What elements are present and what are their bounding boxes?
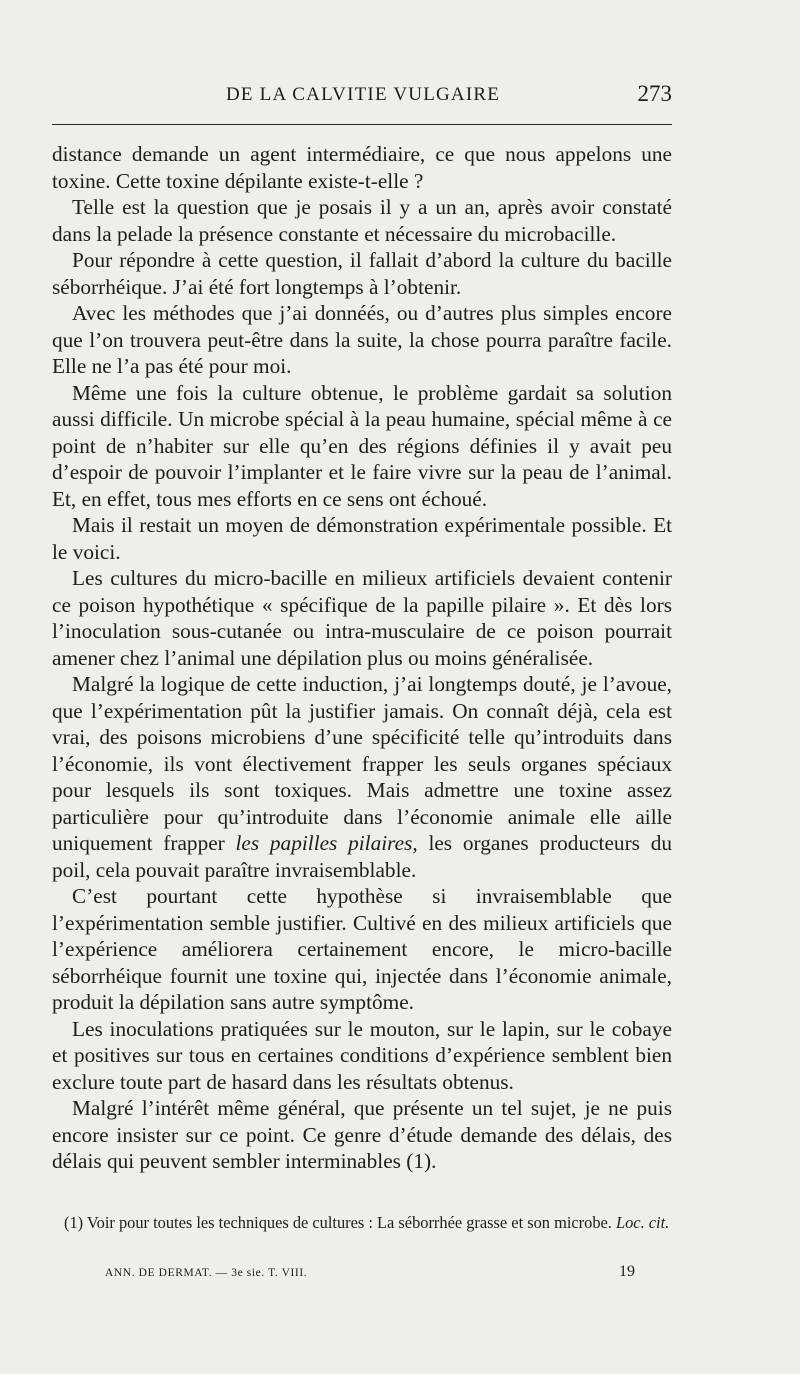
header-rule (52, 124, 672, 125)
sheet-number: 19 (619, 1263, 635, 1280)
paragraph (52, 300, 672, 380)
footnote-citation: Loc. cit. (615, 1213, 670, 1232)
running-title: DE LA CALVITIE VULGAIRE (226, 84, 501, 105)
paragraph-text: Telle est la question que je posais il y a un an, après avoir constaté dans la pelade la présence constante et nécessaire du microbacille. (52, 195, 672, 246)
paragraph (52, 247, 672, 300)
paragraph (52, 1016, 672, 1096)
paragraph-text: , les organes producteurs du poil, cela pouvait paraître invraisemblable. (52, 831, 672, 882)
paragraph (52, 194, 672, 247)
paragraph (52, 883, 672, 1016)
paragraph-text: Les inoculations pratiquées sur le mouton, sur le lapin, sur le cobaye et positives sur tous en certaines conditions d’expérience semblent bien exclure toute part de hasard dans les résultats obtenus. (52, 1016, 672, 1094)
paragraph-text: Mais il restait un moyen de démonstration expérimentale possible. Et le voici. (52, 513, 672, 564)
paragraph (52, 671, 672, 883)
footnote-text: Voir pour toutes les techniques de cultures : La séborrhée grasse et son microbe. (83, 1213, 616, 1232)
footnote-marker: (1) (64, 1213, 84, 1232)
italic-term: les papilles pilaires (235, 831, 413, 855)
paragraph-text: Les cultures du micro-bacille en milieux artificiels devaient contenir ce poison hypothétique « spécifique de la papille pilaire ». Et dès lors l’inoculation sous-cutanée ou intra-musculaire de ce poison pourrait amener chez l’animal une dépilation plus ou moins généralisée. (52, 566, 672, 670)
running-head (52, 81, 672, 114)
paragraph (52, 380, 672, 513)
paragraph (52, 512, 672, 565)
page-footer (52, 1265, 672, 1285)
page-number: 273 (637, 81, 672, 106)
footnote (52, 1212, 672, 1233)
paragraph (52, 565, 672, 671)
paragraph-text: Avec les méthodes que j’ai donnéés, ou d’autres plus simples encore que l’on trouvera peut-être dans la suite, la chose pourra paraître facile. Elle ne l’a pas été pour moi. (52, 301, 672, 378)
paragraph-text: distance demande un agent intermédiaire, ce que nous appelons une toxine. Cette toxine dépilante existe-t-elle ? (52, 142, 672, 193)
paragraph-text: Malgré l’intérêt même général, que présente un tel sujet, je ne puis encore insister sur ce point. Ce genre d’étude demande des délais, des délais qui peuvent sembler interminables (1). (52, 1096, 672, 1173)
paragraph-text: Pour répondre à cette question, il fallait d’abord la culture du bacille séborrhéique. J’ai été fort longtemps à l’obtenir. (52, 248, 672, 299)
paragraph-text: C’est pourtant cette hypothèse si invraisemblable que l’expérimentation semble justifier. Cultivé en des milieux artificiels que l’expérience améliorera certainement encore, le micro-bacille séborrhéique fournit une toxine qui, injectée dans l’économie animale, produit la dépilation sans autre symptôme. (52, 884, 672, 1014)
paragraph-text: Même une fois la culture obtenue, le problème gardait sa solution aussi difficile. Un microbe spécial à la peau humaine, spécial même à ce point de n’habiter sur elle qu’en des régions définies il y avait peu d’espoir de pouvoir l’implanter et le faire vivre sur la peau de l’animal. Et, en effet, tous mes efforts en ce sens ont échoué. (52, 380, 672, 511)
body-text (52, 141, 672, 1175)
journal-signature: ANN. DE DERMAT. — 3e sie. T. VIII. (105, 1267, 308, 1279)
paragraph (52, 141, 672, 194)
paragraph (52, 1095, 672, 1175)
paragraph-text: Malgré la logique de cette induction, j’ai longtemps douté, je l’avoue, que l’expérimentation pût la justifier jamais. On connaît déjà, cela est vrai, des poisons microbiens d’une spécificité telle qu’introduits dans l’économie, ils vont électivement frapper les seuls organes spéciaux pour lesquels ils sont toxiques. Mais admettre une toxine assez particulière pour qu’introduite dans l’économie animale elle aille uniquement frapper (52, 672, 672, 855)
